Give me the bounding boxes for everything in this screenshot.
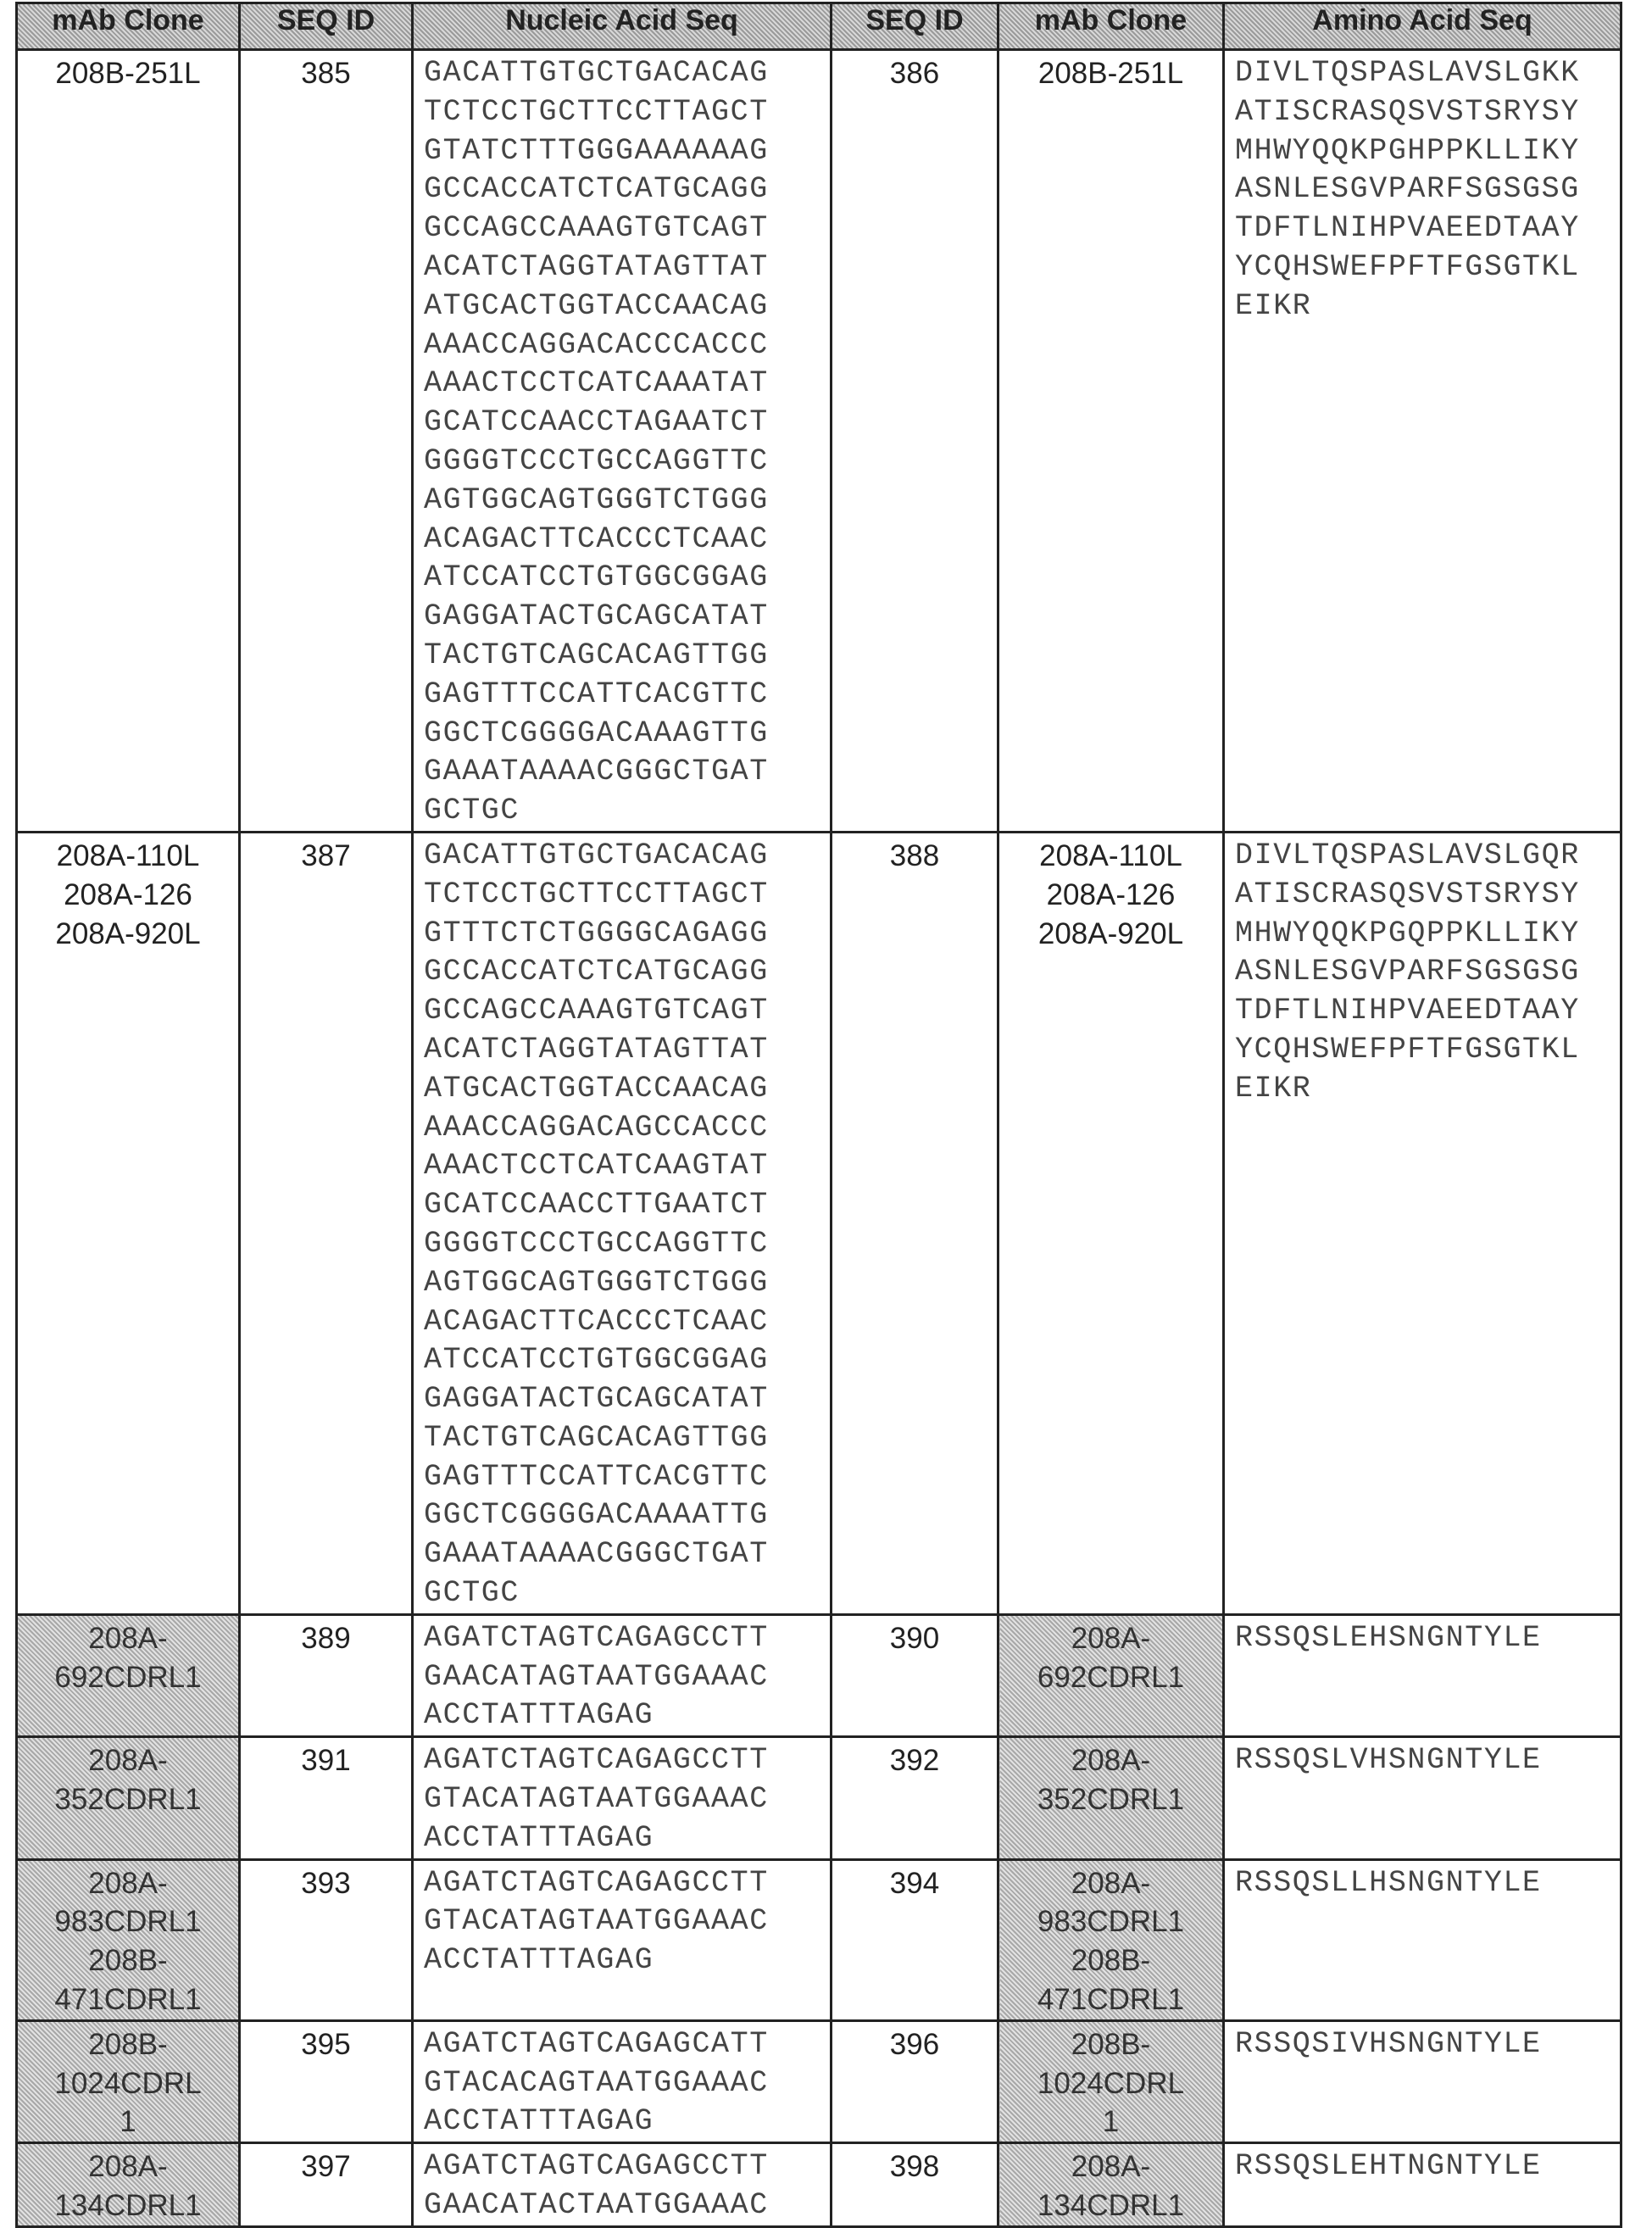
sequence-line: 352CDRL1 [18, 1780, 238, 1819]
sequence-line: RSSQSLEHTNGNTYLE [1235, 2147, 1620, 2186]
sequence-line: ACAGACTTCACCCTCAAC [424, 521, 830, 560]
table-row [17, 1859, 1621, 2020]
sequence-line: GAGGATACTGCAGCATAT [424, 1380, 830, 1419]
mab-clone-cell [17, 2020, 240, 2142]
mab-clone-cell [17, 1614, 240, 1736]
nucleic-seq-id-cell: 393 [240, 1859, 413, 2020]
header-seq-id: SEQ ID [240, 3, 413, 50]
sequence-line: 208A- [18, 2147, 238, 2186]
mab-clone-cell [998, 1859, 1224, 2020]
sequence-line: GAGTTTCCATTCACGTTC [424, 1458, 830, 1497]
sequence-line: MHWYQQKPGQPPKLLIKY [1235, 915, 1620, 954]
nucleic-seq-id-cell: 397 [240, 2143, 413, 2227]
mab-clone-cell [17, 2143, 240, 2227]
sequence-line: 208A-126 [999, 876, 1222, 915]
sequence-line: GAACATACTAATGGAAAC [424, 2186, 830, 2225]
sequence-line: TDFTLNIHPVAEEDTAAY [1235, 992, 1620, 1031]
sequence-line: 471CDRL1 [999, 1980, 1222, 2019]
table-row [17, 1614, 1621, 1736]
sequence-line: 352CDRL1 [999, 1780, 1222, 1819]
sequence-line: 134CDRL1 [18, 2186, 238, 2225]
amino-seq-id-cell: 398 [832, 2143, 998, 2227]
sequence-line: 208A-110L [999, 837, 1222, 876]
amino-acid-seq-cell [1224, 2020, 1621, 2142]
sequence-line: AGATCTAGTCAGAGCCTT [424, 1619, 830, 1658]
header-seq-id: SEQ ID [832, 3, 998, 50]
sequence-line: YCQHSWEFPFTFGSGTKL [1235, 1031, 1620, 1070]
sequence-line: AGATCTAGTCAGAGCCTT [424, 2147, 830, 2186]
sequence-line: GTACATAGTAATGGAAAC [424, 1780, 830, 1819]
sequence-line: GACATTGTGCTGACACAG [424, 54, 830, 93]
table-row [17, 2020, 1621, 2142]
sequence-line: GCATCCAACCTAGAATCT [424, 404, 830, 443]
amino-acid-seq-cell [1224, 832, 1621, 1614]
sequence-line: DIVLTQSPASLAVSLGQR [1235, 837, 1620, 876]
sequence-line: ACCTATTTAGAG [424, 1941, 830, 1980]
sequence-line: GAGGATACTGCAGCATAT [424, 598, 830, 637]
amino-acid-seq-cell [1224, 1614, 1621, 1736]
amino-seq-id-cell: 390 [832, 1614, 998, 1736]
sequence-line: GCATCCAACCTTGAATCT [424, 1186, 830, 1225]
sequence-line: 208A- [999, 1741, 1222, 1780]
sequence-line: RSSQSIVHSNGNTYLE [1235, 2025, 1620, 2064]
header-nucleic-acid-seq: Nucleic Acid Seq [413, 3, 832, 50]
sequence-line: ACCTATTTAGAG [424, 1819, 830, 1858]
sequence-line: 692CDRL1 [18, 1658, 238, 1697]
sequence-line: GGGGTCCCTGCCAGGTTC [424, 443, 830, 482]
mab-clone-cell [998, 1737, 1224, 1859]
header-mab-clone: mAb Clone [998, 3, 1224, 50]
sequence-line: AAACCAGGACACCCACCC [424, 326, 830, 365]
sequence-line: GCCAGCCAAAGTGTCAGT [424, 992, 830, 1031]
sequence-line: 208A- [999, 1619, 1222, 1658]
sequence-line: AGATCTAGTCAGAGCCTT [424, 1741, 830, 1780]
sequence-line: 208A-126 [18, 876, 238, 915]
sequence-line: 208B- [18, 2025, 238, 2064]
sequence-line: GCCACCATCTCATGCAGG [424, 170, 830, 209]
sequence-line: GAACATAGTAATGGAAAC [424, 1658, 830, 1697]
header-amino-acid-seq: Amino Acid Seq [1224, 3, 1621, 50]
nucleic-acid-seq-cell [413, 1737, 832, 1859]
sequence-line: 1 [18, 2103, 238, 2142]
table-row [17, 1737, 1621, 1859]
sequence-line: GTACATAGTAATGGAAAC [424, 1902, 830, 1941]
sequence-line: 208B- [18, 1941, 238, 1980]
sequence-line: ACCTATTTAGAG [424, 2103, 830, 2142]
sequence-line: ATISCRASQSVSTSRYSY [1235, 93, 1620, 132]
mab-clone-cell [998, 2020, 1224, 2142]
sequence-line: GCCAGCCAAAGTGTCAGT [424, 209, 830, 248]
sequence-line: ASNLESGVPARFSGSGSG [1235, 953, 1620, 992]
sequence-line: 692CDRL1 [999, 1658, 1222, 1697]
amino-acid-seq-cell [1224, 2143, 1621, 2227]
sequence-line: AGATCTAGTCAGAGCCTT [424, 1864, 830, 1903]
amino-acid-seq-cell [1224, 1859, 1621, 2020]
table-row [17, 50, 1621, 833]
sequence-line: GCCACCATCTCATGCAGG [424, 953, 830, 992]
mab-clone-cell [17, 50, 240, 833]
sequence-line: 208A- [18, 1741, 238, 1780]
nucleic-acid-seq-cell [413, 832, 832, 1614]
sequence-line: ACCTATTTAGAG [424, 1696, 830, 1735]
sequence-line: AGTGGCAGTGGGTCTGGG [424, 1264, 830, 1303]
sequence-line: 1 [999, 2103, 1222, 2142]
sequence-line: GAAATAAAACGGGCTGAT [424, 1535, 830, 1574]
sequence-line: GAAATAAAACGGGCTGAT [424, 753, 830, 792]
nucleic-seq-id-cell: 387 [240, 832, 413, 1614]
sequence-line: GGGGTCCCTGCCAGGTTC [424, 1225, 830, 1264]
sequence-line: 1024CDRL [999, 2064, 1222, 2103]
sequence-line: AAACCAGGACAGCCACCC [424, 1109, 830, 1148]
sequence-line: ACATCTAGGTATAGTTAT [424, 248, 830, 287]
sequence-line: GAGTTTCCATTCACGTTC [424, 676, 830, 715]
nucleic-acid-seq-cell [413, 1859, 832, 2020]
sequence-line: AAACTCCTCATCAAATAT [424, 365, 830, 404]
sequence-line: 1024CDRL [18, 2064, 238, 2103]
sequence-line: TDFTLNIHPVAEEDTAAY [1235, 209, 1620, 248]
sequence-line: 983CDRL1 [999, 1902, 1222, 1941]
sequence-line: TCTCCTGCTTCCTTAGCT [424, 876, 830, 915]
header-row [17, 3, 1621, 50]
nucleic-acid-seq-cell [413, 2020, 832, 2142]
sequence-line: ASNLESGVPARFSGSGSG [1235, 170, 1620, 209]
sequence-line: 208B- [999, 2025, 1222, 2064]
sequence-line: 208A- [999, 2147, 1222, 2186]
amino-seq-id-cell: 386 [832, 50, 998, 833]
sequence-line: 208A-920L [18, 915, 238, 954]
nucleic-seq-id-cell: 391 [240, 1737, 413, 1859]
sequence-line: GCTGC [424, 792, 830, 831]
sequence-line: GTTTCTCTGGGGCAGAGG [424, 915, 830, 954]
sequence-line: 134CDRL1 [999, 2186, 1222, 2225]
sequence-line: 208B-251L [18, 54, 238, 93]
sequence-line: GACATTGTGCTGACACAG [424, 837, 830, 876]
sequence-line: ATGCACTGGTACCAACAG [424, 1070, 830, 1109]
nucleic-seq-id-cell: 385 [240, 50, 413, 833]
amino-seq-id-cell: 394 [832, 1859, 998, 2020]
sequence-line: AGATCTAGTCAGAGCATT [424, 2025, 830, 2064]
sequence-line: TACTGTCAGCACAGTTGG [424, 1419, 830, 1458]
sequence-line: AGTGGCAGTGGGTCTGGG [424, 482, 830, 521]
mab-clone-cell [998, 2143, 1224, 2227]
sequence-line: 983CDRL1 [18, 1902, 238, 1941]
mab-clone-cell [17, 832, 240, 1614]
sequence-line: ATCCATCCTGTGGCGGAG [424, 1341, 830, 1380]
sequence-line: ATISCRASQSVSTSRYSY [1235, 876, 1620, 915]
sequence-line: 208A-110L [18, 837, 238, 876]
sequence-line: GTATCTTTGGGAAAAAAG [424, 132, 830, 171]
amino-acid-seq-cell [1224, 1737, 1621, 1859]
mab-clone-cell [17, 1859, 240, 2020]
sequence-line: ACAGACTTCACCCTCAAC [424, 1303, 830, 1342]
sequence-line: EIKR [1235, 287, 1620, 326]
table-row [17, 2143, 1621, 2227]
sequence-line: TACTGTCAGCACAGTTGG [424, 637, 830, 676]
sequence-line: ACATCTAGGTATAGTTAT [424, 1031, 830, 1070]
header-mab-clone: mAb Clone [17, 3, 240, 50]
amino-seq-id-cell: 388 [832, 832, 998, 1614]
mab-clone-cell [998, 1614, 1224, 1736]
nucleic-acid-seq-cell [413, 50, 832, 833]
amino-acid-seq-cell [1224, 50, 1621, 833]
amino-seq-id-cell: 392 [832, 1737, 998, 1859]
mab-clone-cell [998, 50, 1224, 833]
sequence-line: EIKR [1235, 1070, 1620, 1109]
sequence-line: 208A- [18, 1864, 238, 1903]
sequence-line: AAACTCCTCATCAAGTAT [424, 1147, 830, 1186]
mab-clone-cell [998, 832, 1224, 1614]
sequence-line: RSSQSLVHSNGNTYLE [1235, 1741, 1620, 1780]
sequence-table [15, 2, 1622, 2228]
sequence-line: GGCTCGGGGACAAAATTG [424, 1496, 830, 1535]
sequence-line: 208B- [999, 1941, 1222, 1980]
table-row [17, 832, 1621, 1614]
sequence-line: YCQHSWEFPFTFGSGTKL [1235, 248, 1620, 287]
sequence-line: GTACACAGTAATGGAAAC [424, 2064, 830, 2103]
sequence-line: 471CDRL1 [18, 1980, 238, 2019]
nucleic-seq-id-cell: 395 [240, 2020, 413, 2142]
sequence-line: ATGCACTGGTACCAACAG [424, 287, 830, 326]
sequence-line: 208A-920L [999, 915, 1222, 954]
sequence-line: DIVLTQSPASLAVSLGKK [1235, 54, 1620, 93]
sequence-line: TCTCCTGCTTCCTTAGCT [424, 93, 830, 132]
mab-clone-cell [17, 1737, 240, 1859]
sequence-line: 208A- [999, 1864, 1222, 1903]
amino-seq-id-cell: 396 [832, 2020, 998, 2142]
sequence-line: RSSQSLEHSNGNTYLE [1235, 1619, 1620, 1658]
nucleic-acid-seq-cell [413, 1614, 832, 1736]
sequence-line: MHWYQQKPGHPPKLLIKY [1235, 132, 1620, 171]
nucleic-seq-id-cell: 389 [240, 1614, 413, 1736]
nucleic-acid-seq-cell [413, 2143, 832, 2227]
sequence-line: GCTGC [424, 1574, 830, 1613]
sequence-line: ATCCATCCTGTGGCGGAG [424, 559, 830, 598]
sequence-line: 208B-251L [999, 54, 1222, 93]
sequence-line: RSSQSLLHSNGNTYLE [1235, 1864, 1620, 1903]
sequence-line: 208A- [18, 1619, 238, 1658]
sequence-line: GGCTCGGGGACAAAGTTG [424, 715, 830, 754]
